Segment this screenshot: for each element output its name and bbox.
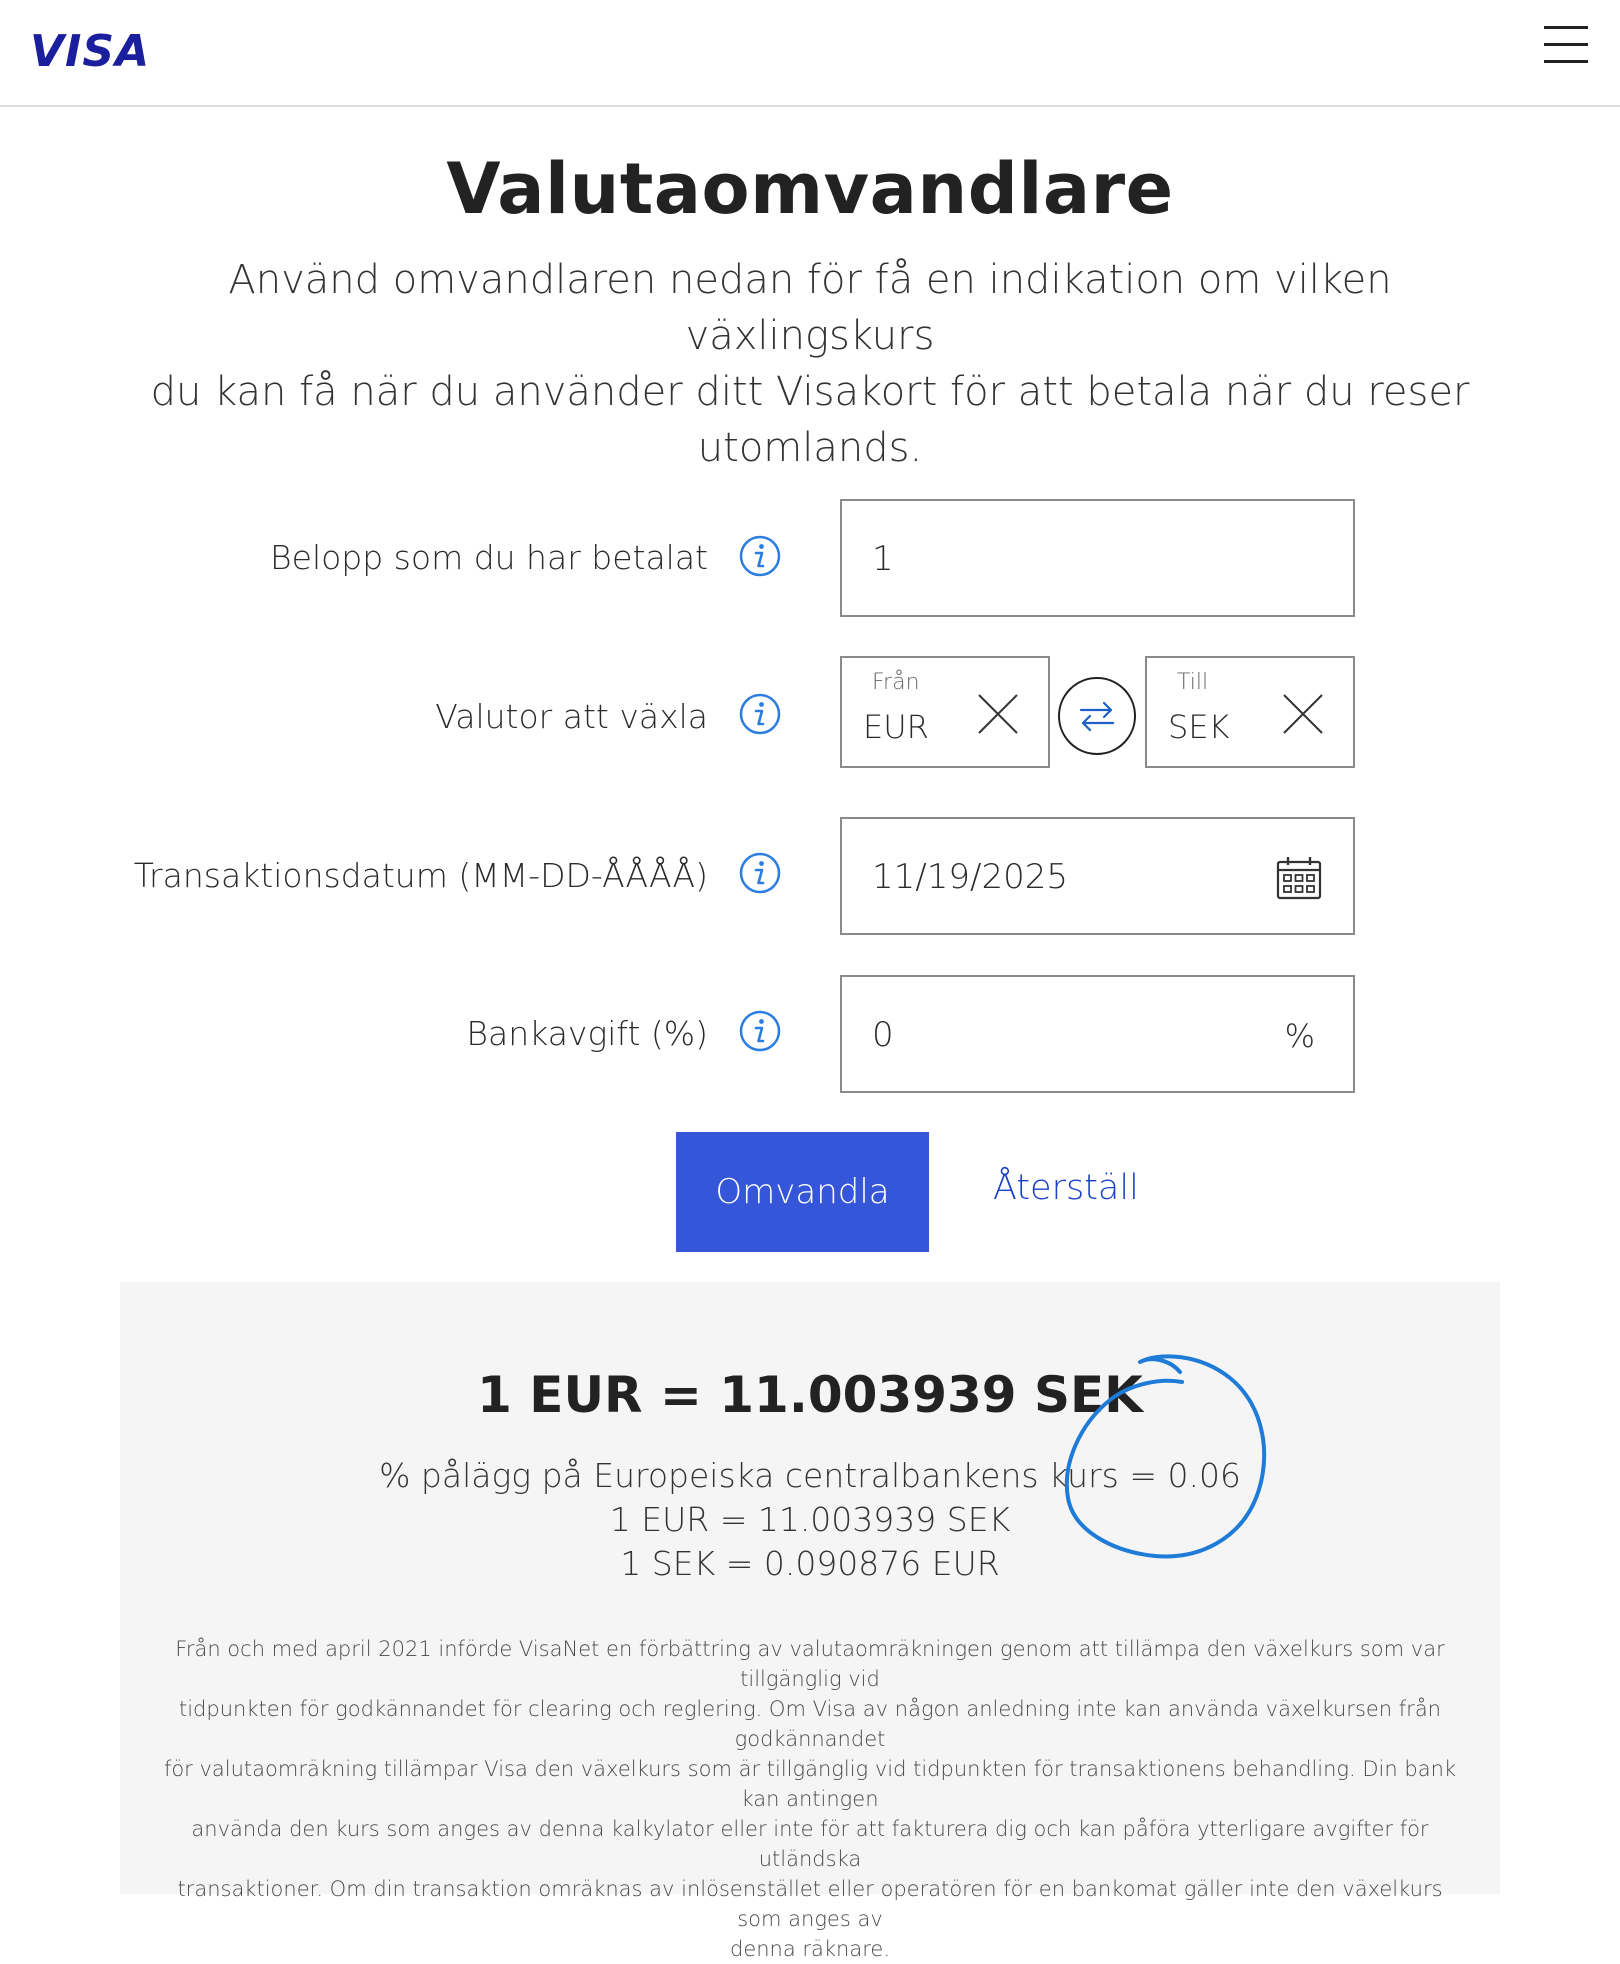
to-currency-value[interactable]: SEK [1168, 708, 1230, 746]
intro-line: du kan få när du använder ditt Visakort för att betala när du reser [150, 369, 1470, 415]
disclaimer-line: transaktioner. Om din transaktion omräknas av inlösenstället eller operatören för en bankomat gäller inte den växelkurs som anges av [177, 1877, 1443, 1931]
markup-line: % pålägg på Europeiska centralbankens kurs = 0.06 [379, 1456, 1241, 1495]
amount-label: Belopp som du har betalat [270, 538, 708, 577]
to-currency-select[interactable] [1145, 656, 1355, 768]
currencies-label: Valutor att växla [435, 697, 708, 736]
calendar-icon[interactable] [1275, 855, 1323, 901]
percent-suffix: % [1284, 1017, 1315, 1055]
annotation-circle [1060, 1348, 1280, 1568]
swap-arrows-icon [1077, 697, 1117, 735]
disclaimer-text [156, 1634, 1464, 1964]
amount-input[interactable] [840, 499, 1355, 617]
intro-text [120, 252, 1500, 476]
convert-button[interactable]: Omvandla [676, 1132, 929, 1252]
date-input[interactable] [840, 817, 1355, 935]
disclaimer-line: tidpunkten för godkännandet för clearing och reglering. Om Visa av någon anledning inte kan använda växelkursen från godkännandet [178, 1697, 1441, 1751]
info-icon[interactable] [739, 852, 781, 894]
visa-logo[interactable]: VISA [30, 26, 151, 77]
hamburger-menu-icon[interactable] [1544, 22, 1588, 66]
date-value[interactable]: 11/19/2025 [872, 857, 1068, 897]
info-icon[interactable] [739, 1010, 781, 1052]
intro-line: Använd omvandlaren nedan för få en indikation om vilken växlingskurs [228, 257, 1392, 359]
close-icon[interactable] [976, 692, 1020, 736]
from-currency-value[interactable]: EUR [863, 708, 929, 746]
amount-value[interactable]: 1 [872, 539, 894, 579]
from-currency-select[interactable] [840, 656, 1050, 768]
rate-line: 1 EUR = 11.003939 SEK [609, 1500, 1011, 1539]
date-label: Transaktionsdatum (MM-DD-ÅÅÅÅ) [133, 856, 708, 895]
fee-input[interactable] [840, 975, 1355, 1093]
fee-value[interactable]: 0 [872, 1015, 894, 1055]
from-label: Från [872, 670, 920, 695]
disclaimer-line: använda den kurs som anges av denna kalkylator eller inte för att fakturera dig och kan påföra ytterligare avgifter för utländska [191, 1817, 1429, 1871]
reset-link[interactable]: Återställ [993, 1168, 1139, 1208]
result-panel [120, 1282, 1500, 1961]
to-label: Till [1177, 670, 1209, 695]
site-header [0, 0, 1620, 107]
result-headline: 1 EUR = 11.003939 SEK [477, 1366, 1143, 1424]
page-title: Valutaomvandlare [446, 148, 1174, 230]
intro-line: utomlands. [697, 425, 923, 471]
disclaimer-line: för valutaomräkning tillämpar Visa den växelkurs som är tillgänglig vid tidpunkten för transaktionens behandling. Din bank kan antingen [163, 1757, 1457, 1811]
info-icon[interactable] [739, 693, 781, 735]
close-icon[interactable] [1281, 692, 1325, 736]
disclaimer-line: denna räknare. [729, 1937, 891, 1961]
disclaimer-line: Från och med april 2021 införde VisaNet en förbättring av valutaomräkningen genom att tillämpa den växelkurs som var tillgänglig vid [175, 1637, 1445, 1691]
info-icon[interactable] [739, 535, 781, 577]
fee-label: Bankavgift (%) [466, 1014, 708, 1053]
swap-currencies-button[interactable] [1058, 677, 1136, 755]
inverse-rate-line: 1 SEK = 0.090876 EUR [620, 1544, 1000, 1583]
